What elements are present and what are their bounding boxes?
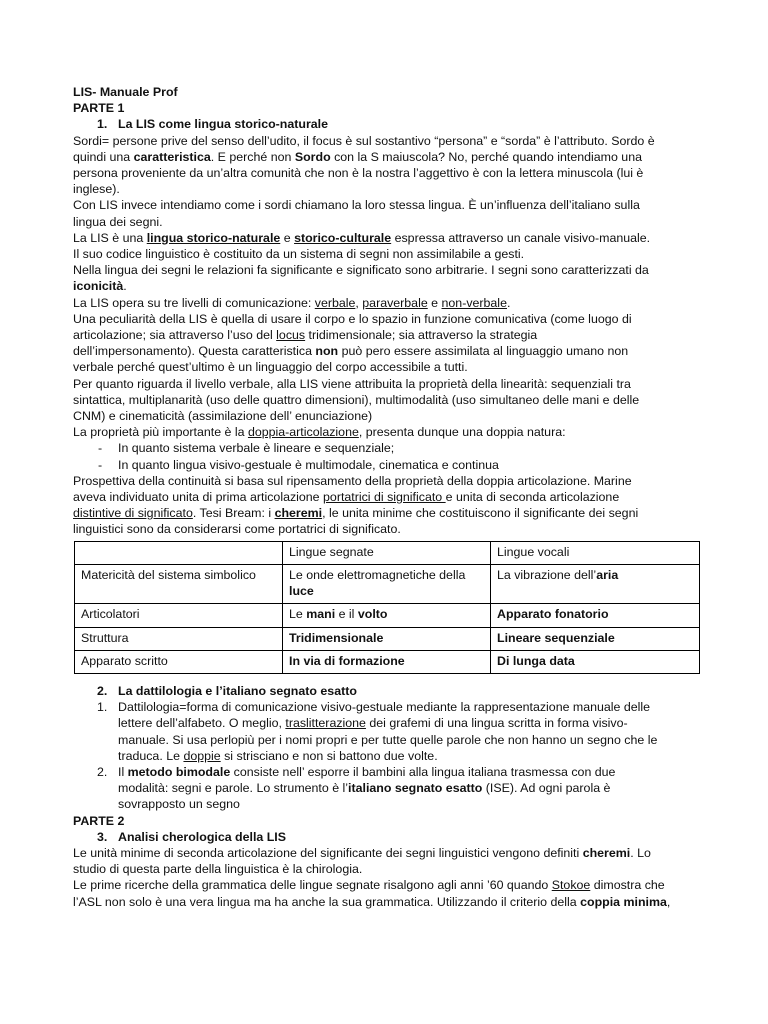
text-line: Con LIS invece intendiamo come i sordi chiamano la loro stessa lingua. È un’influenza dell’italiano sulla xyxy=(73,198,640,213)
text-line xyxy=(73,894,695,910)
paragraph-peculiarita xyxy=(73,311,695,376)
bold-term: mani xyxy=(306,607,336,622)
text-line: linguistici sono da considerarsi come portatrici di significato. xyxy=(73,522,401,537)
bold-term: italiano segnato esatto xyxy=(348,781,483,796)
underlined-term: portatrici di significato xyxy=(323,490,446,505)
table-header-cell: Lingue vocali xyxy=(491,541,700,564)
bold-term: iconicità xyxy=(73,279,124,294)
text-run: La LIS opera su tre livelli di comunicazione: xyxy=(73,295,315,310)
dash-bullet: - xyxy=(98,457,103,472)
text-run: articolazione; sia attraverso l’uso del xyxy=(73,328,277,343)
table-cell: Matericità del sistema simbolico xyxy=(75,564,283,603)
text-line: sintattica, multiplanarità (uso delle quattro dimensioni), multimodalità (uso simultaneo delle mani e delle xyxy=(73,392,640,407)
paragraph-stokoe xyxy=(73,877,695,909)
text-run: può pero essere assimilata al linguaggio umano non xyxy=(338,344,629,359)
bold-term: coppia minima xyxy=(580,894,667,909)
text-run: e xyxy=(427,295,442,310)
list-item-text: In quanto sistema verbale è lineare e sequenziale; xyxy=(118,441,395,456)
text-run: La vibrazione dell’ xyxy=(497,567,597,582)
table-cell: In via di formazione xyxy=(283,650,491,673)
text-run: Le onde elettromagnetiche della xyxy=(289,567,466,582)
text-line xyxy=(118,748,695,764)
text-run: traduca. Le xyxy=(118,748,184,763)
text-line: Dattilologia=forma di comunicazione visivo-gestuale mediante la rappresentazione manuale delle xyxy=(118,700,651,715)
document-title: LIS- Manuale Prof xyxy=(73,85,178,99)
list-number: 1. xyxy=(97,700,108,715)
paragraph-cheremi xyxy=(73,845,695,877)
text-run: . E perché non xyxy=(210,149,295,164)
underlined-term: traslitterazione xyxy=(285,716,366,731)
list-item xyxy=(73,699,695,764)
part-1-heading: PARTE 1 xyxy=(73,101,125,116)
text-line xyxy=(73,149,695,165)
text-run: Il xyxy=(118,764,128,779)
underlined-term: doppia-articolazione xyxy=(247,425,359,440)
text-line xyxy=(118,764,695,780)
table-cell xyxy=(283,604,491,627)
text-line xyxy=(73,845,695,861)
paragraph-doppia-articolazione xyxy=(73,424,695,440)
text-run: , xyxy=(666,894,671,909)
text-line: Nella lingua dei segni le relazioni fa significante e significato sono arbitrarie. I segni sono caratterizzati da xyxy=(73,263,649,278)
paragraph-iconicita xyxy=(73,262,695,294)
text-line: verbale perché quest’ultimo è un linguaggio del corpo accessibile a tutti. xyxy=(73,360,468,375)
text-run: modalità: segni e parole. Lo strumento è l’ xyxy=(118,781,349,796)
bold-term: caratteristica xyxy=(133,149,211,164)
text-run: quindi una xyxy=(73,149,134,164)
list-item xyxy=(73,457,695,473)
bullet-list xyxy=(73,440,695,472)
text-line: inglese). xyxy=(73,182,120,197)
paragraph-lis-definition xyxy=(73,197,695,229)
bold-underlined-term: lingua storico-naturale xyxy=(146,230,281,245)
text-line xyxy=(73,278,695,294)
section-1-title: La LIS come lingua storico-naturale xyxy=(118,117,328,132)
underlined-term: paraverbale xyxy=(362,295,428,310)
text-line: Sordi= persone prive del senso dell’udito, il focus è sul sostantivo “persona” e “sorda” è l’attributo. Sordo è xyxy=(73,133,655,148)
text-line: Una peculiarità della LIS è quella di usare il corpo e lo spazio in funzione comunicativa (come luogo di xyxy=(73,311,632,326)
dash-bullet: - xyxy=(98,441,103,456)
text-line: lingua dei segni. xyxy=(73,214,163,229)
table-cell: Lineare sequenziale xyxy=(491,627,700,650)
table-cell: Tridimensionale xyxy=(283,627,491,650)
text-run: lettere dell’alfabeto. O meglio, xyxy=(118,716,286,731)
paragraph-sordi xyxy=(73,133,695,198)
text-line xyxy=(73,327,695,343)
bold-term: non xyxy=(315,344,339,359)
text-line xyxy=(73,489,695,505)
underlined-term: locus xyxy=(276,328,306,343)
text-run: Le xyxy=(289,607,307,622)
text-line: Per quanto riguarda il livello verbale, alla LIS viene attribuita la proprietà della linearità: sequenziali tra xyxy=(73,376,631,391)
text-run: . xyxy=(506,295,511,310)
bold-term: cheremi xyxy=(582,845,631,860)
text-run: La proprietà più importante è la xyxy=(73,425,248,440)
section-3-heading xyxy=(73,829,695,845)
section-1-number: 1. xyxy=(97,117,108,132)
underlined-term: doppie xyxy=(183,748,221,763)
text-line xyxy=(73,877,695,893)
text-run: , xyxy=(355,295,363,310)
text-line xyxy=(73,505,695,521)
section-3-title: Analisi cherologica della LIS xyxy=(118,829,287,844)
paragraph-livello-verbale xyxy=(73,376,695,425)
table-header-cell: Lingue segnate xyxy=(283,541,491,564)
text-run: consiste nell’ esporre il bambini alla lingua italiana trasmessa con due xyxy=(230,764,616,779)
table-row xyxy=(75,564,700,603)
text-run: La LIS è una xyxy=(73,230,147,245)
paragraph-lis-storico xyxy=(73,230,695,246)
bold-underlined-term: cheremi xyxy=(274,506,323,521)
bold-term: metodo bimodale xyxy=(127,764,231,779)
paragraph-continuita xyxy=(73,473,695,538)
section-2-number: 2. xyxy=(97,683,108,698)
text-line: persona proveniente da un’altra comunità che non è la nostra l’aggettivo è con la lettera minuscola (lui è xyxy=(73,166,644,181)
table-row xyxy=(75,650,700,673)
bold-term: luce xyxy=(289,584,314,599)
underlined-term: distintive di significato xyxy=(73,506,193,521)
table-cell xyxy=(283,564,491,603)
text-run: . xyxy=(123,279,127,294)
text-line: studio di questa parte della linguistica è la chirologia. xyxy=(73,862,363,877)
bold-term: aria xyxy=(596,567,619,582)
text-run: aveva individuato unita di prima articolazione xyxy=(73,490,324,505)
text-run: tridimensionale; sia attraverso la strategia xyxy=(305,328,538,343)
text-run: . Lo xyxy=(630,845,651,860)
table-header-cell xyxy=(75,541,283,564)
paragraph-codice: Il suo codice linguistico è costituito da un sistema di segni non assimilabile a gesti. xyxy=(73,247,525,262)
table-row xyxy=(75,604,700,627)
underlined-term: verbale xyxy=(314,295,356,310)
text-run: e xyxy=(280,230,295,245)
text-run: Le unità minime di seconda articolazione del significante dei segni linguistici vengono definiti xyxy=(73,845,583,860)
text-line xyxy=(118,715,695,731)
ordered-list xyxy=(73,699,695,812)
text-run: espressa attraverso un canale visivo-manuale. xyxy=(391,230,651,245)
section-3-number: 3. xyxy=(97,829,108,844)
underlined-term: Stokoe xyxy=(551,878,591,893)
text-run: (ISE). Ad ogni parola è xyxy=(482,781,611,796)
text-run: . Tesi Bream: i xyxy=(192,506,275,521)
list-item xyxy=(73,764,695,813)
text-line: CNM) e cinematicità (assimilazione dell’ enunciazione) xyxy=(73,409,373,424)
section-2-title: La dattilologia e l’italiano segnato esatto xyxy=(118,683,357,698)
text-run: e unita di seconda articolazione xyxy=(445,490,620,505)
text-run: si strisciano e non si battono due volte. xyxy=(220,748,438,763)
underlined-term: non-verbale xyxy=(441,295,507,310)
text-run: , presenta dunque una doppia natura: xyxy=(358,425,566,440)
comparison-table xyxy=(74,541,700,674)
text-line xyxy=(73,343,695,359)
bold-underlined-term: storico-culturale xyxy=(294,230,392,245)
table-header-row xyxy=(75,541,700,564)
document-page xyxy=(73,84,695,910)
list-number: 2. xyxy=(97,764,108,779)
text-run: dei grafemi di una lingua scritta in forma visivo- xyxy=(365,716,628,731)
text-run: , le unita minime che costituiscono il significante dei segni xyxy=(322,506,639,521)
text-line: manuale. Si usa perlopiù per i nomi propri e per tutte quelle parole che non hanno un segno che le xyxy=(118,732,658,747)
bold-term: volto xyxy=(357,607,388,622)
text-run: con la S maiuscola? No, perché quando intendiamo una xyxy=(330,149,642,164)
text-line xyxy=(118,780,695,796)
list-item xyxy=(73,440,695,456)
table-cell xyxy=(491,564,700,603)
list-item-text: In quanto lingua visivo-gestuale è multimodale, cinematica e continua xyxy=(118,457,499,472)
bold-term: Sordo xyxy=(294,149,331,164)
text-run: Le prime ricerche della grammatica delle lingue segnate risalgono agli anni ’60 quando xyxy=(73,878,552,893)
section-2-heading xyxy=(73,683,695,699)
table-cell: Apparato fonatorio xyxy=(491,604,700,627)
section-1-heading xyxy=(73,116,695,132)
paragraph-livelli xyxy=(73,295,695,311)
text-run: l’ASL non solo è una vera lingua ma ha anche la sua grammatica. Utilizzando il criterio della xyxy=(73,894,581,909)
text-line: sovrapposto un segno xyxy=(118,797,240,812)
text-run: dimostra che xyxy=(590,878,665,893)
table-row xyxy=(75,627,700,650)
table-cell: Di lunga data xyxy=(491,650,700,673)
text-run: dell’impersonamento). Questa caratteristica xyxy=(73,344,316,359)
table-cell: Apparato scritto xyxy=(75,650,283,673)
text-run: e il xyxy=(335,607,358,622)
table-cell: Struttura xyxy=(75,627,283,650)
text-line: Prospettiva della continuità si basa sul ripensamento della proprietà della doppia articolazione. Marine xyxy=(73,473,632,488)
part-2-heading: PARTE 2 xyxy=(73,813,125,828)
table-cell: Articolatori xyxy=(75,604,283,627)
